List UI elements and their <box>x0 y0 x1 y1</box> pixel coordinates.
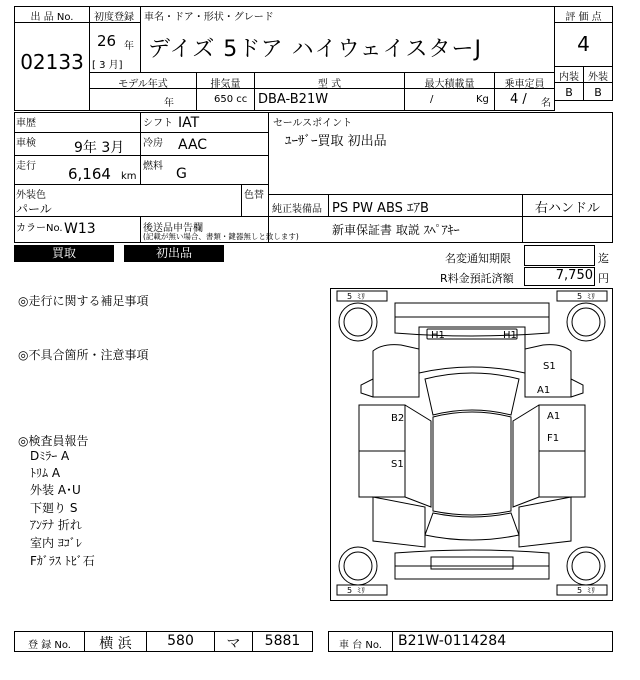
equipment-label: 純正装備品 <box>272 204 322 215</box>
front-left-fender <box>373 345 419 397</box>
max-load-value: / <box>430 94 434 105</box>
inspection-value: 9年 3月 <box>74 140 125 156</box>
report-line: Fｶﾞﾗｽ ﾄﾋﾞ石 <box>30 554 95 568</box>
tire-depth-unit: ﾐﾘ <box>357 586 365 595</box>
damage-mark: B2 <box>391 413 405 424</box>
score-value: 4 <box>577 32 590 56</box>
type-label: 型 式 <box>317 79 342 90</box>
report-line: ﾄﾘﾑ A <box>30 466 61 480</box>
sales-point-label: セールスポイント <box>273 118 353 129</box>
tire-icon <box>567 303 605 341</box>
history-label: 車歴 <box>16 118 36 129</box>
notice-deadline-unit: 迄 <box>598 252 609 265</box>
ac-value: AAC <box>178 137 208 153</box>
type-value: DBA-B21W <box>258 92 329 107</box>
lot-number-label: 出 品 No. <box>30 12 74 23</box>
chassis-number: B21W-0114284 <box>398 633 507 649</box>
tire-icon <box>339 547 377 585</box>
tire-depth-front-left: 5 <box>347 292 353 301</box>
first-registration-year: 26 <box>97 32 117 50</box>
tire-depth-rear-right: 5 <box>577 586 583 595</box>
drive-notes-title: ◎走行に関する補足事項 <box>18 294 149 308</box>
registration-number: 5881 <box>264 633 301 649</box>
displacement-label: 排気量 <box>210 79 241 90</box>
rear-bumper <box>395 550 549 579</box>
tire-depth-unit: ﾐﾘ <box>587 586 595 595</box>
rear-right-quarter <box>519 497 571 547</box>
max-load-unit: Kg <box>476 94 489 105</box>
windshield <box>425 373 519 415</box>
shift-value: IAT <box>178 115 200 131</box>
report-line: 下廻り S <box>30 501 78 515</box>
recycle-fee-label: R料金預託済額 <box>440 272 514 285</box>
car-name-label: 車名・ドア・形状・グレード <box>144 12 274 23</box>
score-label: 評 価 点 <box>565 12 602 23</box>
damage-mark: A1 <box>547 411 561 422</box>
tire-depth-unit: ﾐﾘ <box>357 292 365 301</box>
fuel-label: 燃料 <box>143 161 163 172</box>
color-value: パール <box>16 202 52 216</box>
model-year-unit: 年 <box>164 98 174 109</box>
post-doc-note: (記載が無い場合、書類・鍵器無しと致します) <box>143 232 299 241</box>
report-line: 外装 A･U <box>30 483 81 497</box>
defect-notes-title: ◎不具合箇所・注意事項 <box>18 348 149 362</box>
tire-depth-front-right: 5 <box>577 292 583 301</box>
tire-depth-unit: ﾐﾘ <box>587 292 595 301</box>
capacity-value: 4 / <box>510 92 527 107</box>
front-bumper <box>395 303 549 336</box>
sales-point-value: ﾕｰｻﾞｰ買取 初出品 <box>285 134 387 149</box>
exterior-label: 外装 <box>588 72 608 83</box>
registration-kana: マ <box>226 636 241 652</box>
damage-mark: A1 <box>537 385 551 396</box>
tire-depth-rear-left: 5 <box>347 586 353 595</box>
shift-label: シフト <box>143 118 173 129</box>
capacity-unit: 名 <box>541 98 551 109</box>
registration-label: 登 録 No. <box>28 640 71 651</box>
damage-mark: F1 <box>547 433 560 444</box>
color-label: 外装色 <box>16 190 46 201</box>
exterior-grade: B <box>594 86 602 99</box>
displacement-value: 650 cc <box>214 94 248 105</box>
post-doc-label: 後送品申告欄 <box>143 223 203 234</box>
inspector-report-title: ◎検査員報告 <box>18 434 89 448</box>
equipment-value: PS PW ABS ｴｱB <box>332 201 429 216</box>
capacity-label: 乗車定員 <box>504 79 545 90</box>
car-damage-diagram <box>331 289 612 600</box>
interior-label: 内装 <box>559 72 579 83</box>
handle-value: 右ハンドル <box>534 201 600 216</box>
report-line: Dﾐﾗｰ A <box>30 449 70 463</box>
recycle-fee-unit: 円 <box>598 272 609 285</box>
registration-place: 横 浜 <box>99 636 132 652</box>
damage-mark: S1 <box>543 361 556 372</box>
car-name: デイズ 5ドア ハイウェイスターJ <box>148 37 482 62</box>
registration-class: 580 <box>167 633 194 649</box>
tire-icon <box>567 547 605 585</box>
left-mirror-icon <box>361 379 373 397</box>
damage-mark: S1 <box>391 459 404 470</box>
color-no-label: カラーNo. <box>16 223 63 234</box>
fuel-value: G <box>176 166 187 182</box>
report-line: ｱﾝﾃﾅ 折れ <box>30 518 82 532</box>
roof-panel <box>433 412 511 515</box>
extras-value: 新車保証書 取説 ｽﾍﾟｱｷｰ <box>332 223 460 237</box>
right-mirror-icon <box>571 379 583 397</box>
ac-label: 冷房 <box>143 138 163 149</box>
lot-number: 02133 <box>20 50 84 74</box>
report-line: 室内 ﾖｺﾞﾚ <box>30 536 82 550</box>
model-year-label: モデル年式 <box>118 79 168 90</box>
color-change-label: 色替 <box>244 190 264 201</box>
color-no-value: W13 <box>64 221 96 237</box>
recycle-fee-amount: 7,750 <box>555 268 593 283</box>
rear-left-quarter <box>373 497 425 547</box>
damage-mark: H1 <box>503 330 517 341</box>
tire-icon <box>339 303 377 341</box>
interior-grade: B <box>565 86 573 99</box>
year-unit: 年 <box>124 41 134 52</box>
damage-mark: H1 <box>431 330 445 341</box>
mileage-value: 6,164 <box>68 165 111 183</box>
notice-deadline-label: 名変通知期限 <box>445 252 511 265</box>
mileage-label: 走行 <box>16 161 36 172</box>
first-registration-label: 初度登録 <box>94 12 134 23</box>
rear-license-plate <box>431 557 513 569</box>
max-load-label: 最大積載量 <box>424 79 475 90</box>
tag-buyback: 買取 <box>14 245 114 262</box>
first-registration-month: [ 3 月] <box>92 60 123 71</box>
tag-first-listing: 初出品 <box>124 245 224 262</box>
inspection-label: 車検 <box>16 138 36 149</box>
mileage-unit: km <box>121 171 137 182</box>
chassis-label: 車 台 No. <box>339 640 382 651</box>
rear-window <box>425 513 519 540</box>
